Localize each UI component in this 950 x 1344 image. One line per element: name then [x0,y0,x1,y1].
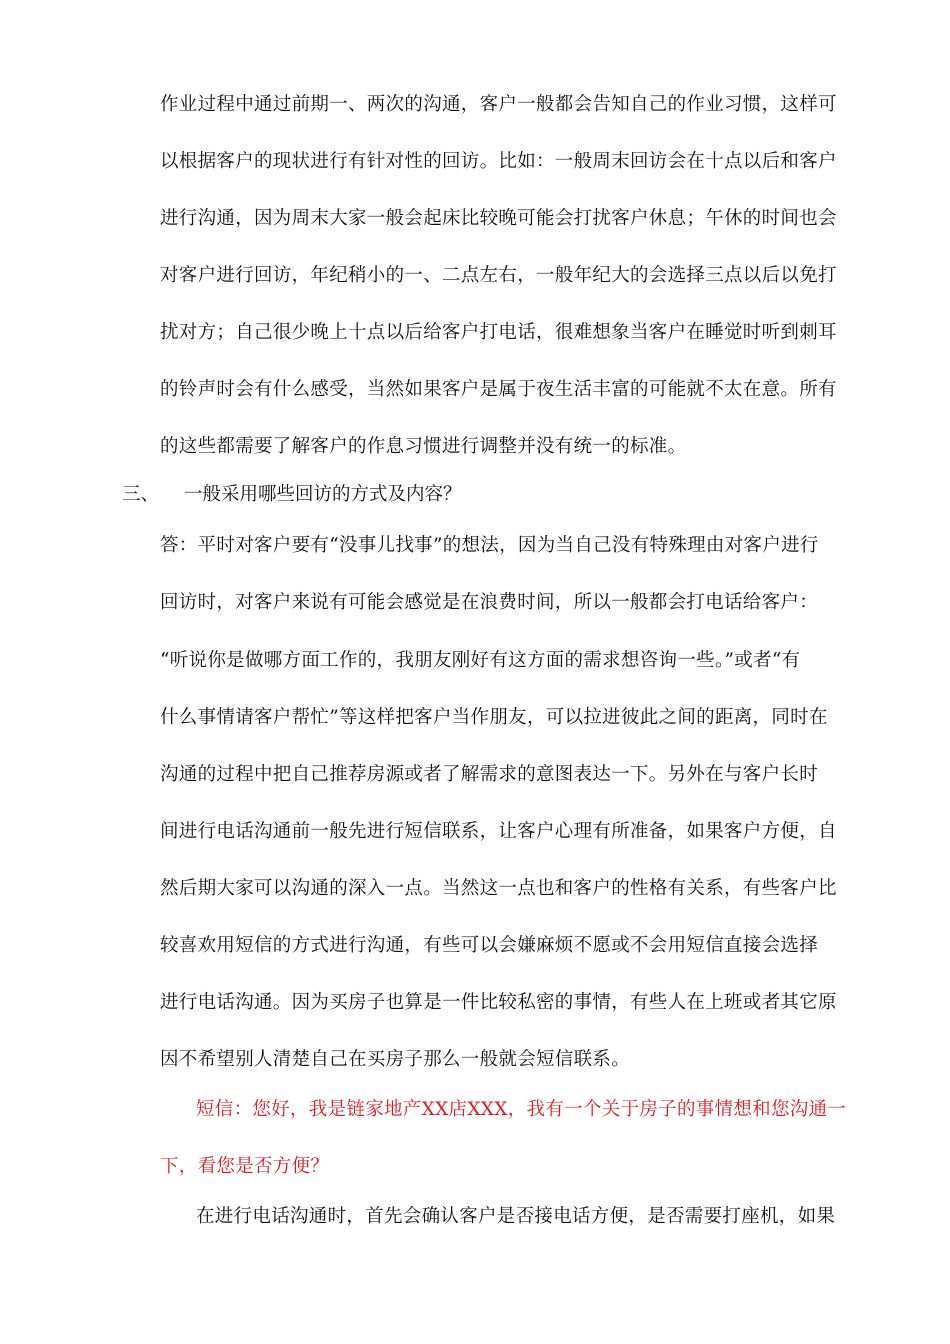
text-line: 扰对方；自己很少晚上十点以后给客户打电话，很难想象当客户在睡觉时听到刺耳 [160,322,837,343]
sms-text-line: 下，看您是否方便？ [160,1156,330,1177]
text-line: 进行电话沟通。因为买房子也算是一件比较私密的事情，有些人在上班或者其它原 [160,992,837,1013]
heading-number: 三、 [122,484,160,505]
text-line: 以根据客户的现状进行有针对性的回访。比如：一般周末回访会在十点以后和客户 [160,151,837,172]
text-line: 沟通的过程中把自己推荐房源或者了解需求的意图表达一下。另外在与客户长时 [160,764,819,785]
text-line: 较喜欢用短信的方式进行沟通，有些可以会嫌麻烦不愿或不会用短信直接会选择 [160,935,819,956]
sms-text-line: 短信：您好，我是链家地产XX店XXX，我有一个关于房子的事情想和您沟通一 [196,1099,847,1120]
text-line: 因不希望别人清楚自己在买房子那么一般就会短信联系。 [160,1049,631,1070]
text-line: 什么事情请客户帮忙”等这样把客户当作朋友，可以拉进彼此之间的距离，同时在 [160,707,828,728]
text-line: 回访时，对客户来说有可能会感觉是在浪费时间，所以一般都会打电话给客户： [160,592,819,613]
text-line: “听说你是做哪方面工作的，我朋友刚好有这方面的需求想咨询一些。”或者“有 [160,650,801,671]
text-line: 答：平时对客户要有“没事儿找事”的想法，因为当自己没有特殊理由对客户进行 [160,535,819,556]
heading-text: 一般采用哪些回访的方式及内容？ [184,484,462,505]
text-line: 进行沟通，因为周末大家一般会起床比较晚可能会打扰客户休息；午休的时间也会 [160,208,837,229]
text-line: 对客户进行回访，年纪稍小的一、二点左右，一般年纪大的会选择三点以后以免打 [160,265,837,286]
text-line: 作业过程中通过前期一、两次的沟通，客户一般都会告知自己的作业习惯，这样可 [160,94,837,115]
text-line: 然后期大家可以沟通的深入一点。当然这一点也和客户的性格有关系，有些客户比 [160,878,837,899]
text-line: 的这些都需要了解客户的作息习惯进行调整并没有统一的标准。 [160,436,687,457]
text-line: 在进行电话沟通时，首先会确认客户是否接电话方便，是否需要打座机，如果 [196,1206,836,1227]
text-line: 间进行电话沟通前一般先进行短信联系，让客户心理有所准备，如果客户方便，自 [160,821,837,842]
text-line: 的铃声时会有什么感受，当然如果客户是属于夜生活丰富的可能就不太在意。所有 [160,379,837,400]
